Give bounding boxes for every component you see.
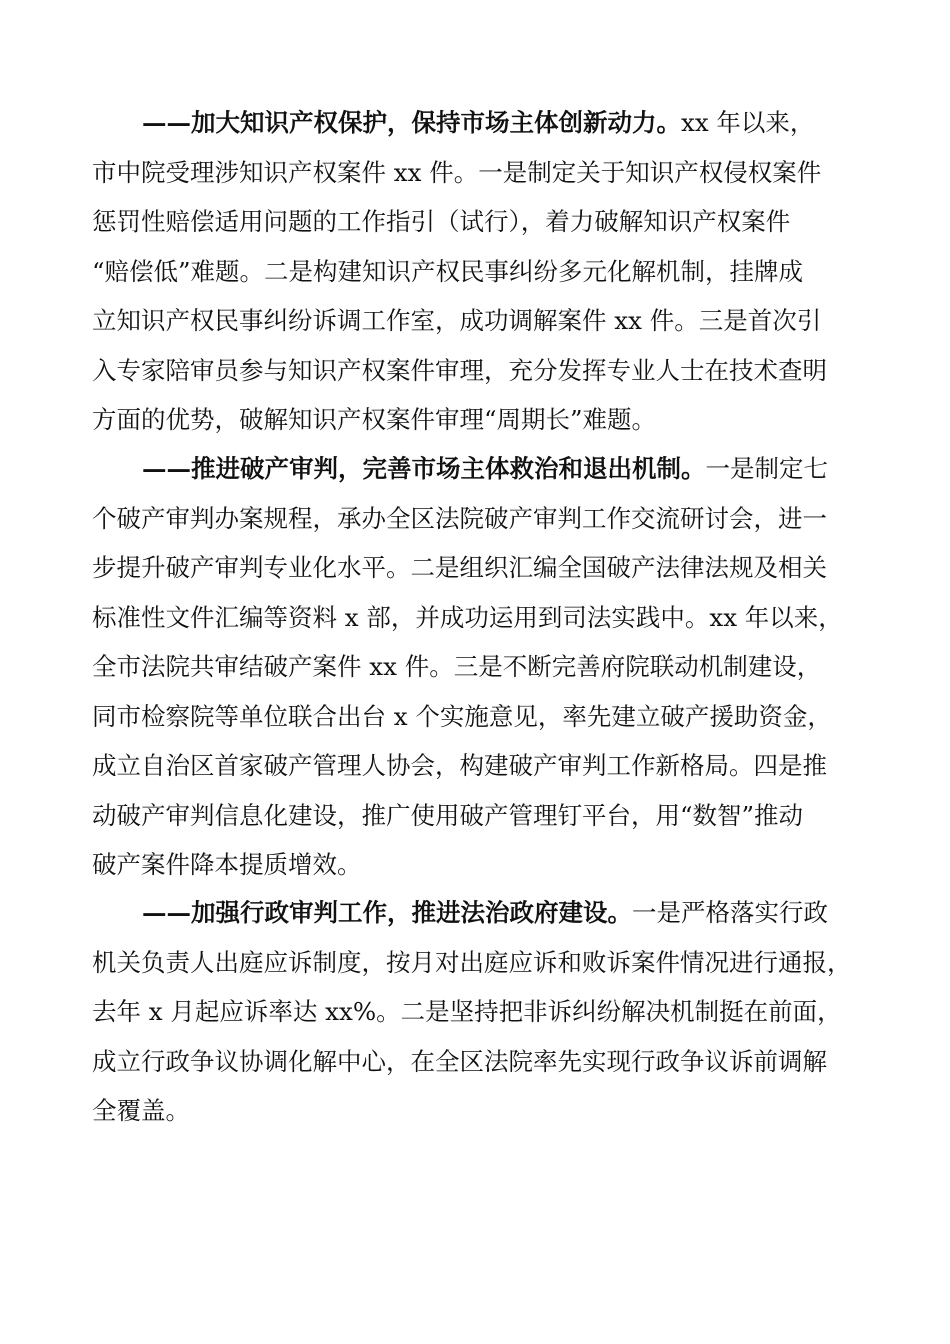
paragraph-line: 立知识产权民事纠纷诉调工作室，成功调解案件 xx 件。三是首次引 bbox=[92, 306, 822, 335]
paragraph-line: 全市法院共审结破产案件 xx 件。三是不断完善府院联动机制建设， bbox=[92, 652, 822, 681]
paragraph-text: xx 年以来， bbox=[681, 108, 815, 137]
paragraph-line: 成立行政争议协调化解中心，在全区法院率先实现行政争议诉前调解 bbox=[92, 1046, 827, 1076]
paragraph-line: 方面的优势，破解知识产权案件审理“周期长”难题。 bbox=[92, 405, 657, 434]
paragraph-line: 破产案件降本提质增效。 bbox=[92, 850, 362, 879]
paragraph-line: “赔偿低”难题。二是构建知识产权民事纠纷多元化解机制，挂牌成 bbox=[92, 256, 804, 286]
section-ip-protection bbox=[92, 98, 872, 445]
paragraph-line: 去年 x 月起应诉率达 xx%。二是坚持把非诉纠纷解决机制挺在前面， bbox=[92, 997, 842, 1026]
section-administrative-trial bbox=[92, 888, 872, 1136]
paragraph-line: 入专家陪审员参与知识产权案件审理，充分发挥专业人士在技术查明 bbox=[92, 355, 827, 385]
paragraph-line: 机关负责人出庭应诉制度，按月对出庭应诉和败诉案件情况进行通报， bbox=[92, 947, 852, 977]
paragraph-first-line bbox=[92, 888, 872, 938]
paragraph-line: 动破产审判信息化建设，推广使用破产管理钉平台，用“数智”推动 bbox=[92, 800, 804, 830]
paragraph-line: 同市检察院等单位联合出台 x 个实施意见，率先建立破产援助资金， bbox=[92, 701, 832, 731]
paragraph-line: 成立自治区首家破产管理人协会，构建破产审判工作新格局。四是推 bbox=[92, 751, 827, 780]
paragraph-line: 标准性文件汇编等资料 x 部，并成功运用到司法实践中。xx 年以来， bbox=[92, 602, 843, 632]
paragraph-text: 一是严格落实行政 bbox=[632, 898, 828, 927]
section-heading: ——加大知识产权保护，保持市场主体创新动力。 bbox=[142, 108, 681, 137]
paragraph-text: 一是制定七 bbox=[705, 454, 828, 483]
paragraph-line: 全覆盖。 bbox=[92, 1096, 190, 1125]
section-heading: ——推进破产审判，完善市场主体救治和退出机制。 bbox=[142, 454, 706, 483]
paragraph-first-line bbox=[92, 444, 872, 494]
paragraph-line: 步提升破产审判专业化水平。二是组织汇编全国破产法律法规及相关 bbox=[92, 553, 827, 582]
section-heading: ——加强行政审判工作，推进法治政府建设。 bbox=[142, 898, 632, 927]
paragraph-line: 惩罚性赔偿适用问题的工作指引（试行），着力破解知识产权案件 bbox=[92, 207, 791, 236]
paragraph-line: 个破产审判办案规程，承办全区法院破产审判工作交流研讨会，进一 bbox=[92, 503, 827, 533]
paragraph-line: 市中院受理涉知识产权案件 xx 件。一是制定关于知识产权侵权案件 bbox=[92, 157, 822, 187]
paragraph-first-line bbox=[92, 98, 872, 148]
section-bankruptcy-trial bbox=[92, 444, 872, 890]
